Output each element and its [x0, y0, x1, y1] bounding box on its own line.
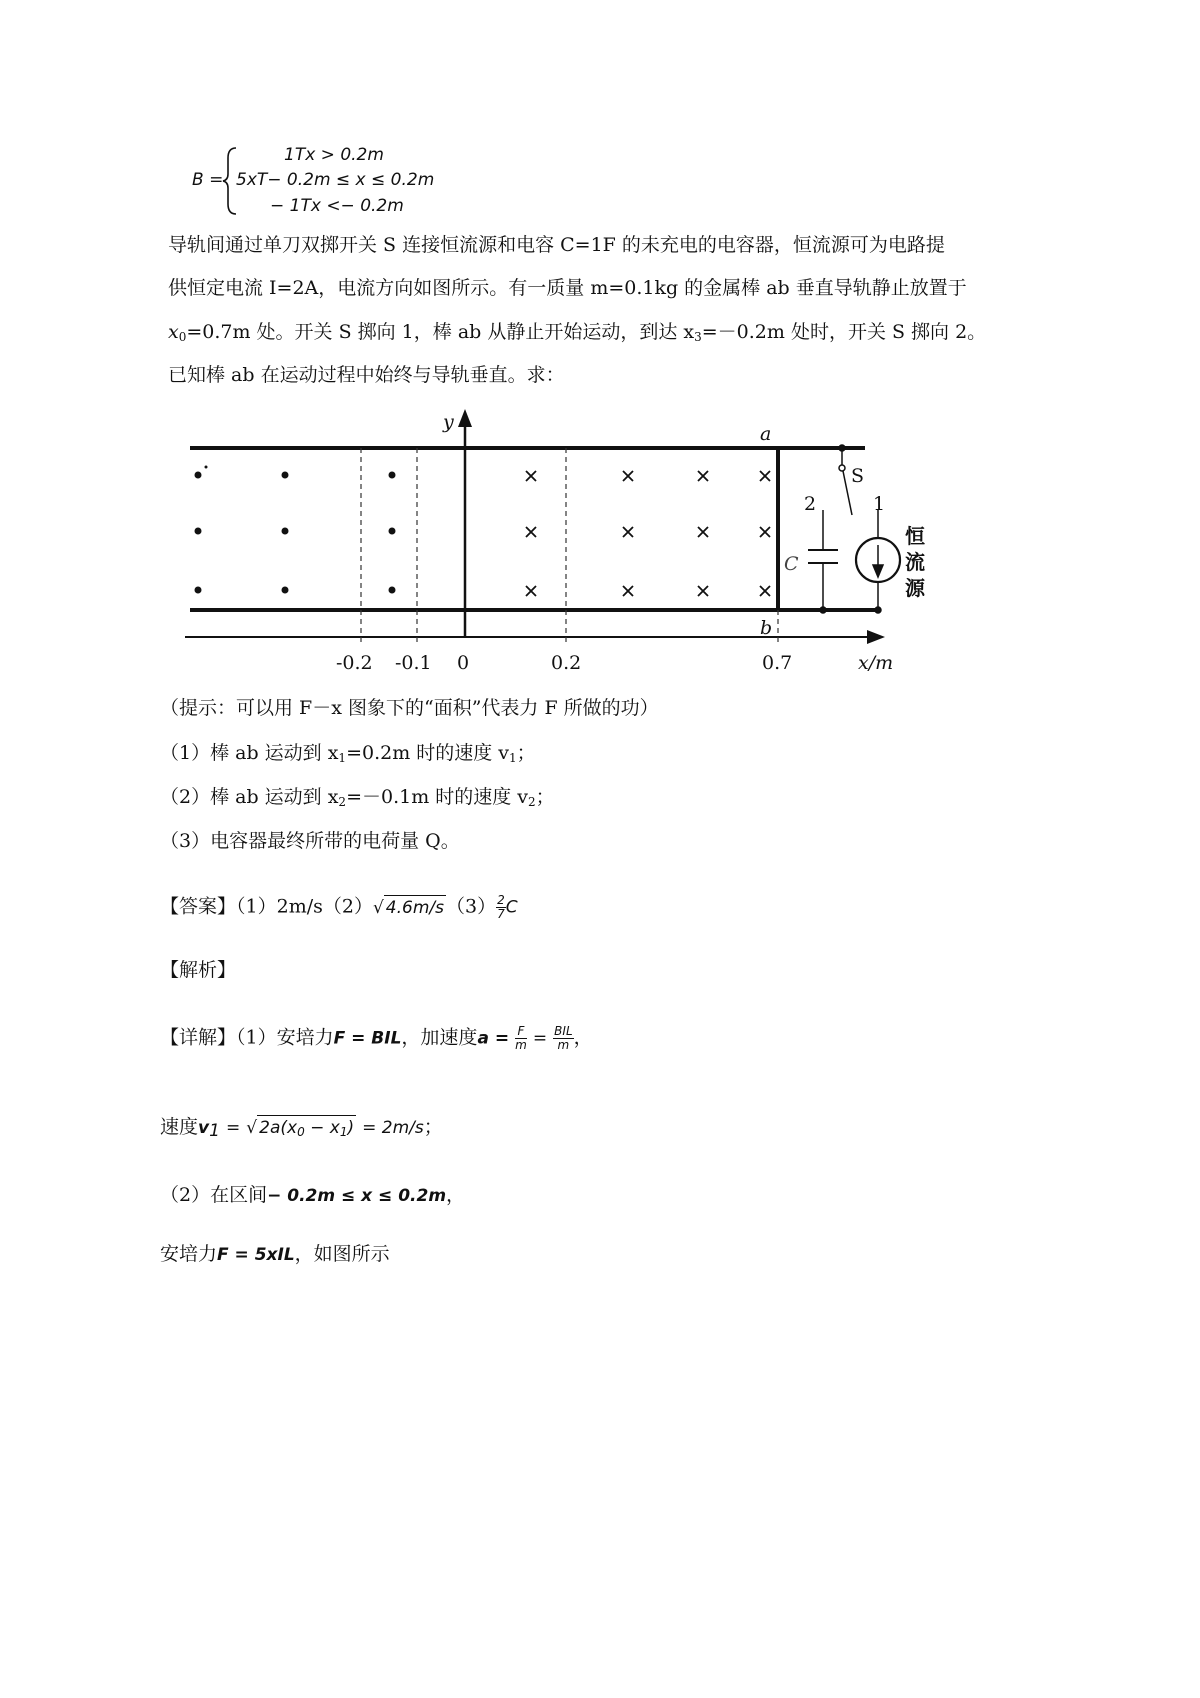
detail-l1-a-eq: a = [477, 1028, 510, 1049]
detail-l2-mid: − x [304, 1118, 340, 1138]
para1-line3 [168, 320, 986, 349]
current-source [856, 510, 900, 613]
y-axis-arrow [458, 409, 472, 427]
tick-neg-0-2: -0.2 [336, 652, 373, 674]
detail-l4-formula: F = 5xIL [217, 1245, 295, 1265]
answer-part1: （1）2m/s（2） [236, 895, 373, 918]
detail-l2-end: ； [423, 1116, 443, 1138]
detail-l2-a: 速度 [160, 1116, 199, 1138]
piecewise-row-1: 1Tx > 0.2m [284, 145, 384, 165]
detail-frac1-num: F [515, 1025, 527, 1039]
source-label-3: 源 [905, 576, 925, 600]
detail-l1-b: ，加速度 [401, 1026, 478, 1049]
q1-end: ； [516, 742, 536, 764]
detail-l3-end: ， [446, 1184, 466, 1206]
detail-l2-sqrt: 2a(x [259, 1118, 298, 1138]
label-s: S [851, 465, 865, 487]
detail-l2-close: ) [347, 1118, 355, 1138]
field-dots [195, 466, 396, 594]
detail-frac2-den: m [557, 1038, 570, 1052]
rail-figure [180, 405, 940, 680]
para1-line3-body: =0.7m 处。开关 S 掷向 1，棒 ab 从静止开始运动，到达 x [186, 321, 695, 343]
detail-frac2-num: BIL [554, 1024, 573, 1038]
detail-line4 [160, 1242, 390, 1267]
q1-sub: 1 [338, 751, 347, 765]
question-3: （3）电容器最终所带的电荷量 Q。 [160, 830, 460, 852]
q2-sub2: 2 [528, 795, 536, 809]
label-x: x/m [858, 652, 894, 674]
sub-3: 3 [694, 330, 702, 344]
detail-l1-eq2: = [532, 1028, 548, 1049]
para1-line3-tail: =－0.2m 处时，开关 S 掷向 2。 [701, 321, 987, 343]
field-crosses [526, 471, 770, 596]
piecewise-row-2: 5xT− 0.2m ≤ x ≤ 0.2m [236, 170, 435, 190]
label-y: y [443, 411, 454, 433]
q2-pre: （2）棒 ab 运动到 x [160, 786, 339, 808]
detail-l2-eq: = [225, 1118, 241, 1138]
question-2 [160, 785, 555, 814]
analysis-tag: 【解析】 [160, 959, 237, 981]
tick-0: 0 [457, 652, 470, 674]
label-b: b [760, 617, 773, 639]
answer-tag: 【答案】 [160, 895, 237, 918]
para1-line4: 已知棒 ab 在运动过程中始终与导轨垂直。求： [168, 364, 565, 386]
detail-l2-s1: 1 [339, 1125, 348, 1139]
detail-frac1-den: m [515, 1038, 527, 1052]
detail-l3-a: （2）在区间 [160, 1184, 268, 1206]
label-a: a [760, 423, 772, 445]
detail-l2-res: = 2m/s [362, 1118, 424, 1138]
answer-frac-num: 2 [497, 893, 505, 907]
answer-part3: （3） [445, 895, 497, 918]
label-1: 1 [873, 493, 886, 515]
answer-unit: C [505, 897, 518, 918]
detail-line3 [160, 1183, 465, 1208]
question-1 [160, 741, 536, 770]
detail-l2-v: v [198, 1118, 210, 1138]
detail-l2-s0: 0 [297, 1125, 305, 1139]
q1-post: =0.2m 时的速度 v [346, 742, 510, 764]
q1-sub2: 1 [509, 751, 517, 765]
detail-l1-a: （1）安培力 [236, 1026, 334, 1049]
q2-end: ； [535, 786, 555, 808]
para1-line1: 导轨间通过单刀双掷开关 S 连接恒流源和电容 C=1F 的未充电的电容器，恒流源可为电路提 [168, 234, 945, 256]
para1-line2: 供恒定电流 I=2A，电流方向如图所示。有一质量 m=0.1kg 的金属棒 ab 垂直导轨静止放置于 [168, 277, 967, 299]
label-c: C [784, 553, 799, 575]
detail-tag: 【详解】 [160, 1026, 237, 1049]
detail-l2-vsub: 1 [209, 1121, 220, 1141]
capacitor [808, 510, 838, 613]
source-label-2: 流 [905, 550, 925, 574]
detail-line2: 速度$v_1$ = √ $2a(x_0 - x_1) = 2m/s$； [160, 1115, 443, 1144]
tick-0-7: 0.7 [762, 652, 793, 674]
detail-l4-a: 安培力 [160, 1243, 218, 1265]
detail-l1-end: ， [573, 1026, 593, 1049]
piecewise-lhs: B = [192, 170, 224, 190]
tick-neg-0-1: -0.1 [395, 652, 432, 674]
label-2: 2 [804, 493, 817, 515]
hint: （提示：可以用 F－x 图象下的“面积”代表力 F 所做的功） [160, 697, 659, 719]
q2-sub: 2 [338, 795, 347, 809]
tick-0-2: 0.2 [551, 652, 582, 674]
sub-0: 0 [178, 330, 187, 344]
var-x: x [168, 321, 179, 343]
q2-post: =－0.1m 时的速度 v [346, 786, 529, 808]
x-axis-arrow [867, 630, 885, 644]
detail-l3-range: − 0.2m ≤ x ≤ 0.2m [267, 1186, 447, 1206]
source-label-1: 恒 [905, 524, 925, 548]
answer-frac-den: 7 [497, 907, 505, 921]
detail-l4-end: ，如图所示 [294, 1243, 390, 1265]
answer-sqrt: 4.6m/s [384, 895, 446, 920]
answer: 【答案】（1）2m/s（2）√ 4.6m/s （3） $\frac{2}{7}$ C [160, 893, 518, 921]
q1-pre: （1）棒 ab 运动到 x [160, 742, 339, 764]
detail-line1 [160, 1025, 593, 1052]
piecewise-row-3: − 1Tx <− 0.2m [270, 196, 404, 216]
detail-l1-formula: F = BIL [333, 1028, 402, 1049]
